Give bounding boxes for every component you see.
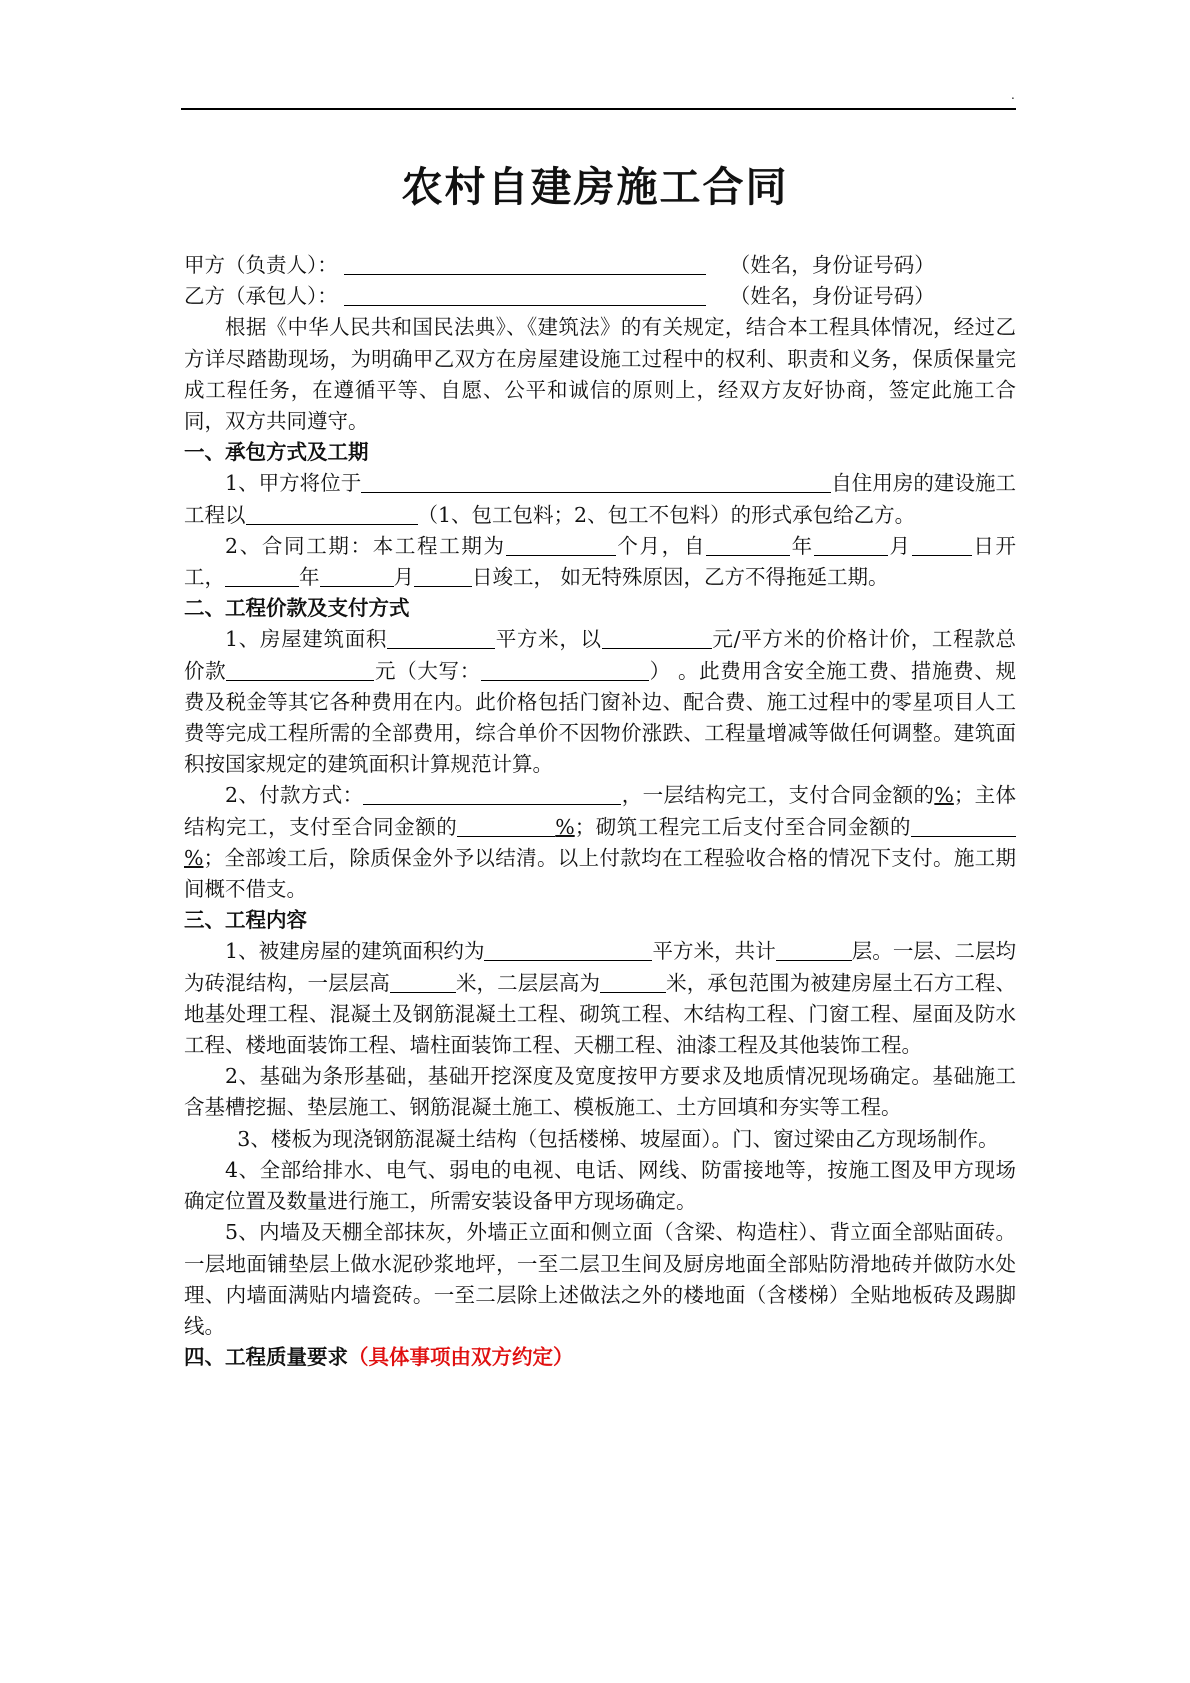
text-run: 层。一层、二层均为砖混结构，一层层高: [184, 939, 1017, 995]
start-day-blank[interactable]: [912, 533, 972, 556]
contract-mode-blank[interactable]: [246, 502, 418, 525]
text-run: 年: [790, 533, 814, 558]
section-1-heading: 一、承包方式及工期: [184, 440, 369, 465]
section-1-item-2: [184, 531, 1016, 593]
party-b-line: [184, 281, 1016, 312]
text-run: 月: [393, 565, 414, 590]
document-title: 农村自建房施工合同: [401, 163, 789, 211]
party-a-note: （姓名，身份证号码）: [729, 253, 935, 277]
preamble: 根据《中华人民共和国民法典》、《建筑法》的有关规定，结合本工程具体情况，经过乙方详尽踏勘现场，为明确甲乙双方在房屋建设施工过程中的权利、职责和义务，保质保量完成工程任务，在遵循平等、自愿、公平和诚信的原则上，经双方友好协商，签定此施工合同，双方共同遵守。: [184, 315, 1016, 434]
text-run: 平方米，以: [495, 627, 602, 652]
start-year-blank[interactable]: [706, 533, 790, 556]
text-run: 1、被建房屋的建筑面积约为: [225, 939, 485, 964]
section-3-item-2: 2、基础为条形基础，基础开挖深度及宽度按甲方要求及地质情况现场确定。基础施工含基槽挖掘、垫层施工、钢筋混凝土施工、模板施工、土方回填和夯实等工程。: [184, 1064, 1016, 1120]
main-structure-percent-blank[interactable]: [457, 814, 555, 837]
party-b-blank[interactable]: [344, 283, 706, 306]
text-run: ） 。此费用含安全施工费、措施费、规费及税金等其它各种费用在内。此价格包括门窗补边、配合费、施工过程中的零星项目人工费等完成工程所需的全部费用，综合单价不因物价涨跌、工程量增减等做任何调整。建筑面积按国家规定的建筑面积计算规范计算。: [184, 658, 1017, 777]
payment-method-blank[interactable]: [363, 782, 621, 805]
text-run: 2、付款方式：: [225, 783, 364, 808]
text-run: 元/平方米的价格计价，工程款总价款: [184, 627, 1017, 683]
text-run: 2、合同工期：本工程工期为: [225, 533, 506, 558]
text-run: ；主体结构完工，支付至合同金额的: [184, 783, 1017, 839]
section-2-item-2: [184, 780, 1016, 905]
location-blank[interactable]: [361, 470, 831, 493]
start-month-blank[interactable]: [814, 533, 888, 556]
text-run: 1、房屋建筑面积: [225, 627, 388, 652]
text-run: 年: [299, 565, 320, 590]
floor-area-blank[interactable]: [387, 626, 495, 649]
masonry-percent-blank[interactable]: [911, 814, 1016, 837]
end-year-blank[interactable]: [225, 564, 299, 587]
text-run: 平方米，共计: [652, 939, 776, 964]
header-mark: .: [1011, 88, 1015, 102]
text-run: 月: [887, 533, 912, 558]
section-4-heading: [184, 1342, 1016, 1373]
text-run: ；砌筑工程完工后支付至合同金额的: [574, 814, 912, 839]
percent-sign: %: [555, 814, 575, 839]
unit-price-blank[interactable]: [602, 626, 712, 649]
total-price-blank[interactable]: [226, 658, 374, 681]
party-a-line: [184, 250, 1016, 281]
party-b-label: 乙方（承包人）：: [184, 284, 338, 309]
end-day-blank[interactable]: [414, 564, 472, 587]
party-a-blank[interactable]: [344, 252, 706, 275]
second-floor-height-blank[interactable]: [600, 970, 666, 993]
text-run: 个月，自: [615, 533, 707, 558]
section-4-title: 四、工程质量要求: [184, 1345, 348, 1370]
party-b-note: （姓名，身份证号码）: [729, 284, 935, 309]
section-4-note: （具体事项由双方约定）: [348, 1345, 574, 1370]
section-3-item-5: 5、内墙及天棚全部抹灰，外墙正立面和侧立面（含梁、构造柱）、背立面全部贴面砖。一层地面铺垫层上做水泥砂浆地坪，一至二层卫生间及厨房地面全部贴防滑地砖并做防水处理、内墙面满贴内墙瓷砖。一至二层除上述做法之外的楼地面（含楼梯）全贴地板砖及踢脚线。: [184, 1220, 1016, 1338]
text-run: （1、包工包料；2、包工不包料）的形式承包给乙方。: [417, 502, 916, 527]
header-rule: [181, 108, 1016, 110]
floor-count-blank[interactable]: [776, 938, 852, 961]
section-2-heading: 二、工程价款及支付方式: [184, 596, 410, 621]
text-run: 米，二层层高为: [455, 970, 601, 995]
text-run: 米，承包范围为被建房屋土石方工程、地基处理工程、混凝土及钢筋混凝土工程、砌筑工程、木结构工程、门窗工程、屋面及防水工程、楼地面装饰工程、墙柱面装饰工程、天棚工程、油漆工程及其他装饰工程。: [184, 970, 1017, 1058]
total-price-words-blank[interactable]: [481, 658, 649, 681]
text-run: 自住用房的建设施工工程以: [184, 471, 1017, 527]
text-run: 日开工，: [184, 533, 1017, 590]
contract-body: [184, 250, 1016, 1373]
section-3-item-4: 4、全部给排水、电气、弱电的电视、电话、网线、防雷接地等，按施工图及甲方现场确定位置及数量进行施工，所需安装设备甲方现场确定。: [184, 1157, 1016, 1214]
percent-sign: %: [184, 845, 204, 870]
text-run: 日竣工， 如无特殊原因，乙方不得拖延工期。: [472, 565, 889, 590]
party-a-label: 甲方（负责人）：: [184, 253, 338, 277]
section-1-item-1: [184, 468, 1016, 530]
end-month-blank[interactable]: [320, 564, 394, 587]
first-floor-percent-blank[interactable]: %: [934, 783, 954, 808]
section-2-item-1: [184, 624, 1016, 780]
first-floor-height-blank[interactable]: [390, 970, 456, 993]
text-run: 1、甲方将位于: [225, 471, 362, 496]
section-3-item-1: [184, 936, 1016, 1061]
text-run: ，一层结构完工，支付合同金额的: [621, 783, 935, 808]
building-area-blank[interactable]: [484, 938, 652, 961]
text-run: ；全部竣工后，除质保金外予以结清。以上付款均在工程验收合格的情况下支付。施工期间概不借支。: [184, 845, 1016, 902]
text-run: 元（大写：: [374, 658, 481, 683]
duration-months-blank[interactable]: [506, 533, 616, 556]
section-3-item-3: 3、楼板为现浇钢筋混凝土结构（包括楼梯、坡屋面）。门、窗过梁由乙方现场制作。: [237, 1126, 999, 1151]
section-3-heading: 三、工程内容: [184, 908, 307, 933]
